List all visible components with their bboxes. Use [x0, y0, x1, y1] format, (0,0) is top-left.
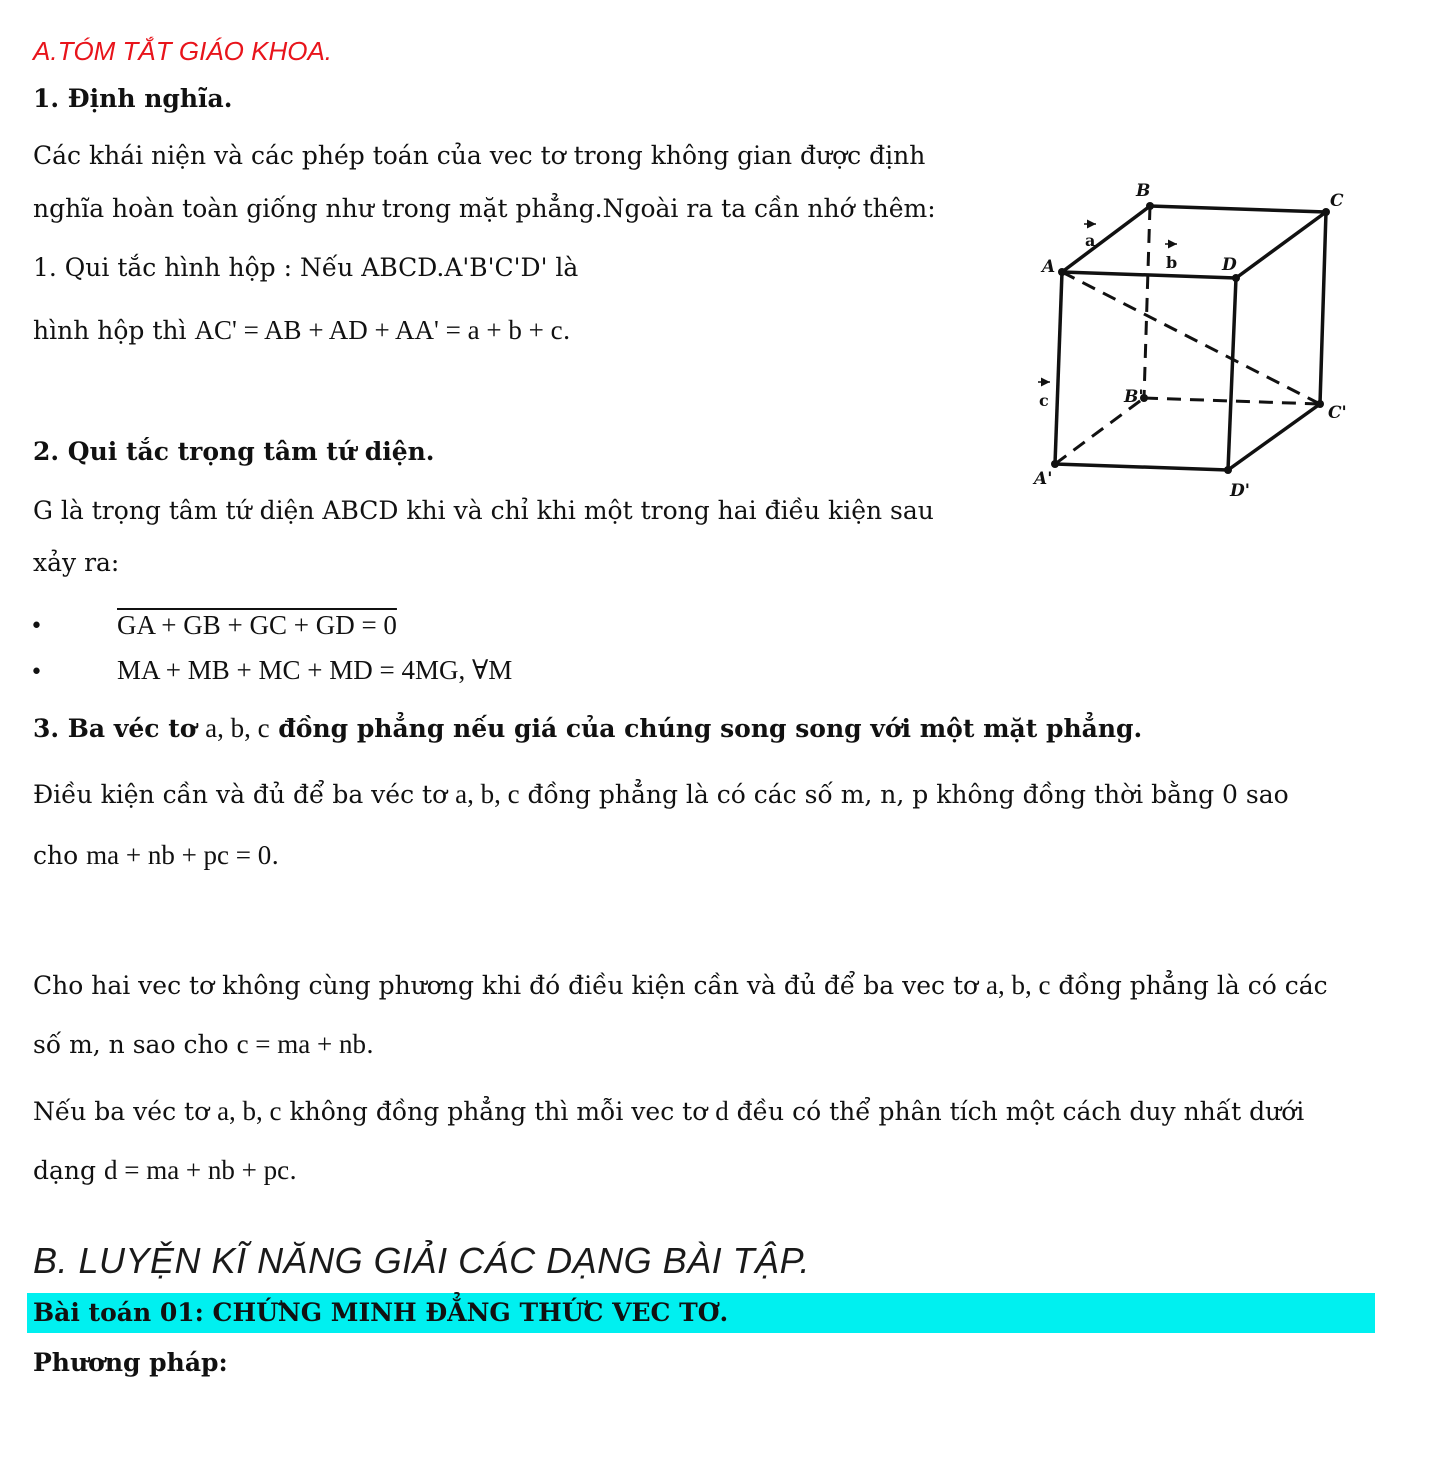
- centroid-line1: G là trọng tâm tứ diện ABCD khi và chỉ khi một trong hai điều kiện sau: [33, 496, 934, 525]
- edge-AAp: [1055, 272, 1062, 464]
- cc-line1-prefix: Điều kiện cần và đủ để ba véc tơ: [33, 780, 456, 809]
- method-heading: Phương pháp:: [33, 1348, 228, 1377]
- edge-DDp: [1228, 278, 1236, 470]
- edge-BBp: [1144, 206, 1150, 398]
- label-Bp: B': [1124, 387, 1144, 407]
- coplanar-heading-prefix: 3. Ba véc tơ: [33, 714, 206, 743]
- vertex-B: [1146, 202, 1154, 210]
- bullet-2: •: [30, 660, 43, 685]
- coplanar-heading: [33, 713, 1142, 744]
- definition-paragraph-line2: nghĩa hoàn toàn giống như trong mặt phẳng.Ngoài ra ta cần nhớ thêm:: [33, 194, 936, 223]
- vertex-Ap: [1051, 460, 1059, 468]
- three-vector-line1: [33, 1096, 1304, 1127]
- th-line1-suffix: đều có thể phân tích một cách duy nhất dưới: [728, 1097, 1305, 1126]
- tv-line2-prefix: số m, n sao cho: [33, 1030, 237, 1059]
- th-line1-d: d: [715, 1096, 729, 1126]
- edge-BC: [1150, 206, 1326, 212]
- label-C: C: [1330, 191, 1344, 211]
- parallelepiped-rule-line2: [33, 315, 571, 346]
- tv-line1-suffix: đồng phẳng là có các: [1050, 971, 1328, 1000]
- th-line1-mid: không đồng phẳng thì mỗi vec tơ: [281, 1097, 716, 1126]
- problem-title: Bài toán 01: CHỨNG MINH ĐẲNG THỨC VEC TƠ.: [33, 1298, 729, 1327]
- th-line2-formula: d = ma + nb + pc: [103, 1155, 290, 1185]
- parallelepiped-rule-line1: 1. Qui tắc hình hộp : Nếu ABCD.A'B'C'D' là: [33, 253, 579, 282]
- edge-ApDp: [1055, 464, 1228, 470]
- vertex-C: [1322, 208, 1330, 216]
- two-vector-line2: [33, 1029, 374, 1060]
- cc-line1-suffix: đồng phẳng là có các số m, n, p không đồng thời bằng 0 sao: [519, 780, 1289, 809]
- rule1-prefix: hình hộp thì: [33, 316, 195, 345]
- th-line1-prefix: Nếu ba véc tơ: [33, 1097, 218, 1126]
- edge-CCp: [1320, 212, 1326, 404]
- tv-line2-end: .: [366, 1030, 374, 1059]
- vertex-Dp: [1224, 466, 1232, 474]
- centroid-condition-2: MA + MB + MC + MD = 4MG, ∀M: [117, 655, 513, 685]
- label-D: D: [1222, 255, 1237, 275]
- section-a-title: A.TÓM TẮT GIÁO KHOA.: [33, 36, 333, 66]
- cc-line2-formula: ma + nb + pc = 0: [86, 840, 272, 870]
- coplanar-heading-vectors: a, b, c: [205, 713, 270, 743]
- th-line1-vectors: a, b, c: [217, 1096, 282, 1126]
- th-line2-end: .: [289, 1156, 298, 1185]
- centroid-condition-1-text: GA + GB + GC + GD = 0: [117, 610, 397, 640]
- tv-line2-formula: c = ma + nb: [236, 1029, 366, 1059]
- label-A: A: [1042, 257, 1056, 277]
- cc-line2-end: .: [271, 841, 280, 870]
- centroid-heading: 2. Qui tắc trọng tâm tứ diện.: [33, 437, 435, 466]
- label-Cp: C': [1328, 403, 1347, 423]
- label-Ap: A': [1034, 469, 1053, 489]
- cc-line2-prefix: cho: [33, 841, 87, 870]
- three-vector-line2: [33, 1155, 297, 1186]
- vertex-D: [1232, 274, 1240, 282]
- tv-line1-prefix: Cho hai vec tơ không cùng phương khi đó điều kiện cần và đủ để ba vec tơ: [33, 971, 987, 1000]
- bullet-1: •: [30, 614, 43, 639]
- definition-paragraph-line1: Các khái niện và các phép toán của vec tơ trong không gian được định: [33, 141, 926, 170]
- coplanar-condition-line2: [33, 840, 279, 871]
- definition-heading: 1. Định nghĩa.: [33, 84, 233, 113]
- label-Dp: D': [1230, 481, 1250, 501]
- th-line2-prefix: dạng: [33, 1156, 104, 1185]
- edge-DpCp: [1228, 404, 1320, 470]
- tv-line1-vectors: a, b, c: [986, 970, 1051, 1000]
- centroid-line2: xảy ra:: [33, 548, 120, 577]
- parallelepiped-formula: AC' = AB + AD + AA' = a + b + c: [194, 315, 563, 345]
- edge-AB: [1062, 206, 1150, 272]
- label-vector-b: b: [1166, 253, 1178, 272]
- rule1-end: .: [562, 316, 571, 345]
- edge-ApBp: [1055, 398, 1144, 464]
- section-b-title: B. LUYỆN KĨ NĂNG GIẢI CÁC DẠNG BÀI TẬP.: [33, 1240, 811, 1281]
- coplanar-condition-line1: [33, 779, 1289, 810]
- coplanar-heading-suffix: đồng phẳng nếu giá của chúng song song với một mặt phẳng.: [269, 714, 1143, 743]
- label-B: B: [1136, 181, 1151, 201]
- cc-line1-vectors: a, b, c: [455, 779, 520, 809]
- centroid-condition-1: [117, 610, 397, 641]
- parallelepiped-figure: [1020, 170, 1400, 510]
- edge-CD: [1236, 212, 1326, 278]
- two-vector-line1: [33, 970, 1328, 1001]
- vertex-A: [1058, 268, 1066, 276]
- diagonal-ACp: [1062, 272, 1320, 404]
- vertex-Cp: [1316, 400, 1324, 408]
- label-vector-c: c: [1039, 391, 1049, 410]
- label-vector-a: a: [1085, 231, 1096, 250]
